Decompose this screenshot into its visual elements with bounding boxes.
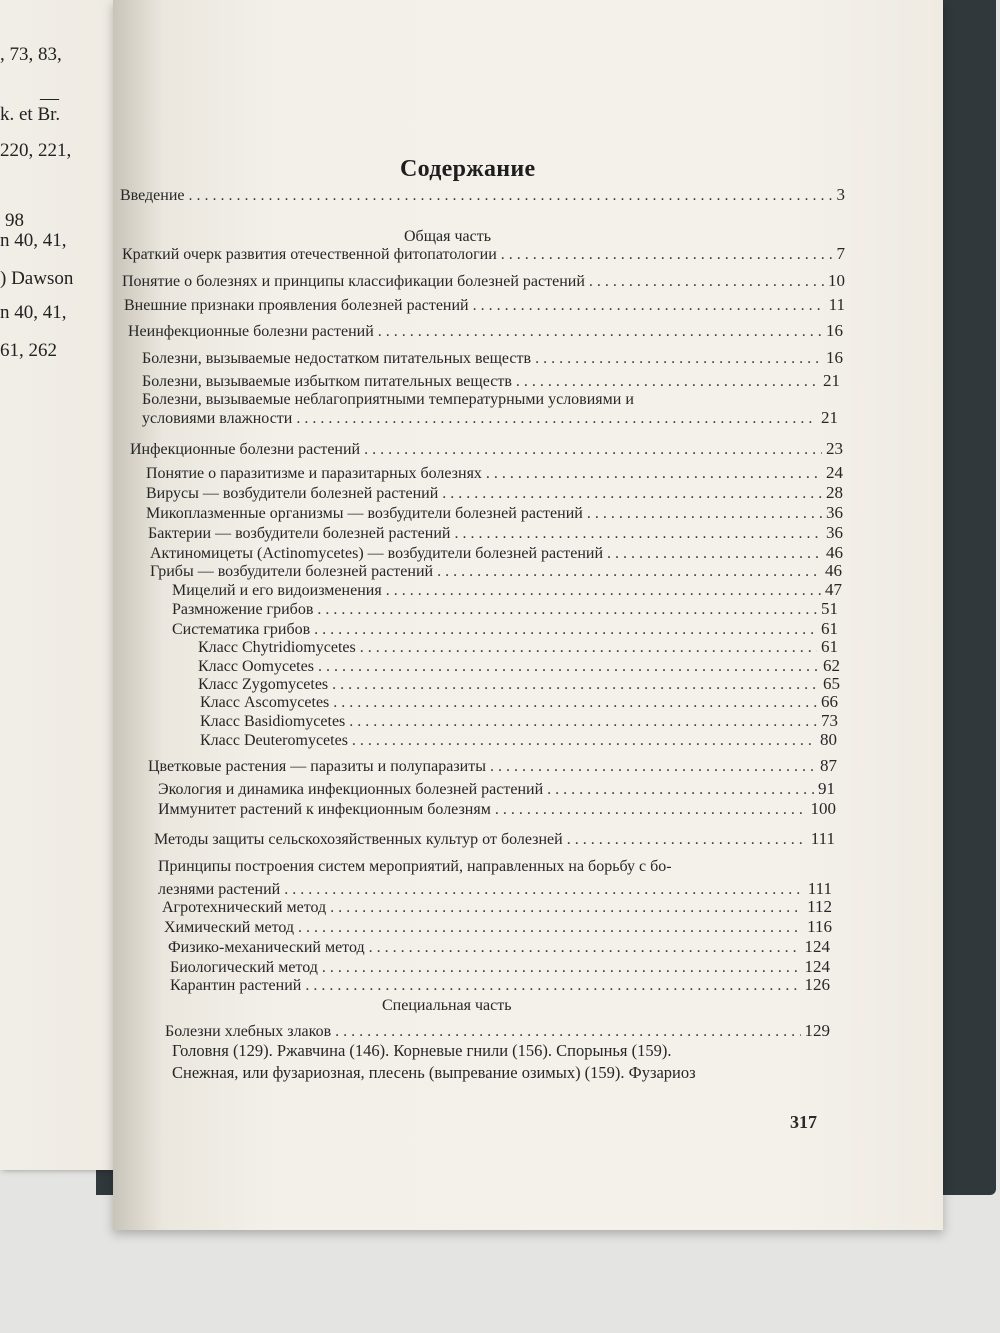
toc-entry-label: условиями влажности (142, 410, 293, 427)
toc-entry-label: Класс Chytridiomycetes (198, 639, 356, 656)
toc-entry (158, 780, 835, 799)
toc-entry-page: 61 (821, 619, 838, 638)
dot-leader (437, 563, 821, 581)
toc-entry (200, 731, 837, 750)
section-heading: Общая часть (404, 228, 492, 245)
toc-entry (158, 880, 832, 899)
dot-leader (364, 441, 822, 459)
toc-entry (150, 562, 842, 581)
toc-entry (198, 675, 840, 694)
dot-leader (318, 658, 819, 676)
toc-entry-label: Внешние признаки проявления болезней растений (124, 297, 469, 314)
dot-leader (495, 801, 807, 819)
dot-leader (442, 485, 822, 503)
toc-entry-page: 65 (823, 674, 840, 693)
toc-entry-page: 62 (823, 656, 840, 675)
toc-entry-page: 111 (810, 829, 835, 848)
toc-entry-page: 3 (836, 185, 845, 204)
dot-leader (587, 505, 822, 523)
toc-entry-page: 80 (820, 730, 837, 749)
dot-leader (314, 621, 817, 639)
toc-entry (122, 272, 845, 291)
toc-entry-page: 116 (807, 917, 832, 936)
toc-entry (146, 464, 843, 483)
left-page-fragment: 61, 262 (0, 340, 57, 361)
toc-entry-page: 51 (821, 599, 838, 618)
toc-entry-page: 24 (826, 463, 843, 482)
toc-entry (158, 858, 775, 876)
toc-entry (142, 391, 780, 409)
toc-entry-page: 11 (828, 295, 845, 314)
toc-entry (142, 349, 843, 368)
dot-leader (335, 1023, 800, 1041)
toc-entry-label: Мицелий и его видоизменения (172, 582, 382, 599)
left-page-fragment: 220, 221, (0, 140, 72, 161)
left-page-fragment: n 40, 41, (0, 302, 67, 323)
toc-entry-label: Краткий очерк развития отечественной фитопатологии (122, 246, 497, 263)
toc-entry-label: Класс Basidiomycetes (200, 713, 346, 730)
left-page-fragment: k. et Br. (0, 104, 61, 125)
toc-entry (124, 296, 845, 315)
toc-entry-label: Болезни, вызываемые недостатком питательных веществ (142, 350, 532, 367)
dot-leader (284, 881, 804, 899)
dot-leader (567, 831, 807, 849)
dot-leader (589, 273, 824, 291)
left-page-fragment: n 40, 41, (0, 230, 67, 251)
toc-entry-label: Класс Oomycetes (198, 658, 314, 675)
toc-entry-label: Инфекционные болезни растений (130, 441, 361, 458)
toc-entry-page: 100 (810, 799, 836, 818)
toc-entry-page: 7 (836, 244, 845, 263)
dot-leader (296, 410, 817, 428)
toc-entry-label: Класс Zygomycetes (198, 676, 329, 693)
toc-entry-page: 21 (823, 371, 840, 390)
toc-entry-page: 87 (820, 756, 837, 775)
toc-entry (172, 581, 842, 600)
toc-entry (158, 800, 836, 819)
left-page-fragment: 98 (5, 210, 24, 231)
toc-entry (154, 830, 835, 849)
toc-entry-label: Актиномицеты (Actinomycetes) — возбудители болезней растений (150, 545, 604, 562)
dot-leader (490, 758, 816, 776)
toc-entry-page: 21 (821, 408, 838, 427)
toc-entry-label: Грибы — возбудители болезней растений (150, 563, 434, 580)
toc-entry (200, 712, 838, 731)
toc-entry-label: Микоплазменные организмы — возбудители болезней растений (146, 505, 583, 522)
left-page-fragment: ) Dawson (0, 268, 74, 289)
toc-entry-label: Цветковые растения — паразиты и полупаразиты (148, 758, 486, 775)
toc-entry-page: 112 (807, 897, 832, 916)
dot-leader (473, 297, 825, 315)
toc-entry (162, 898, 832, 917)
toc-entry (170, 958, 830, 977)
toc-entry (142, 372, 840, 391)
dot-leader (501, 246, 833, 264)
dot-leader (305, 977, 800, 995)
toc-entry-label: Вирусы — возбудители болезней растений (146, 485, 439, 502)
toc-entry-page: 111 (807, 879, 832, 898)
toc-text-line: Головня (129). Ржавчина (146). Корневые гнили (156). Спорынья (159). (172, 1041, 672, 1060)
dot-leader (189, 187, 833, 205)
toc-entry (146, 484, 843, 503)
dot-leader (369, 939, 801, 957)
toc-entry (198, 657, 840, 676)
toc-entry-label: Размножение грибов (172, 601, 314, 618)
toc-entry (122, 245, 845, 264)
toc-entry-page: 28 (826, 483, 843, 502)
toc-entry-label: Понятие о паразитизме и паразитарных болезнях (146, 465, 482, 482)
toc-entry-label: Болезни, вызываемые избытком питательных веществ (142, 373, 512, 390)
toc-entry (130, 440, 843, 459)
toc-entry-label: Систематика грибов (172, 621, 311, 638)
toc-entry-label: Химический метод (164, 919, 295, 936)
toc-entry-label: Методы защиты сельскохозяйственных культур от болезней (154, 831, 563, 848)
page-number: 317 (790, 1112, 817, 1132)
left-page-fragment: — (40, 88, 59, 109)
toc-entry-label: Биологический метод (170, 959, 318, 976)
dot-leader (349, 713, 817, 731)
toc-entry-label: Понятие о болезнях и принципы классификации болезней растений (122, 273, 585, 290)
dot-leader (333, 694, 817, 712)
toc-entry (146, 504, 843, 523)
toc-entry-page: 36 (826, 503, 843, 522)
toc-entry (148, 757, 837, 776)
toc-entry-page: 46 (826, 543, 843, 562)
toc-entry (172, 620, 838, 639)
toc-entry-page: 10 (828, 271, 845, 290)
toc-entry-label: Введение (120, 187, 185, 204)
dot-leader (386, 582, 821, 600)
toc-entry-page: 23 (826, 439, 843, 458)
toc-entry-page: 124 (804, 957, 830, 976)
toc-entry-page: 124 (804, 937, 830, 956)
toc-entry-label: Неинфекционные болезни растений (128, 323, 374, 340)
dot-leader (360, 639, 817, 657)
toc-entry (172, 600, 838, 619)
toc-entry (168, 938, 830, 957)
toc-entry (170, 976, 830, 995)
toc-text-line: Снежная, или фузариозная, плесень (выпревание озимых) (159). Фузариоз (172, 1063, 696, 1082)
toc-entry-page: 126 (804, 975, 830, 994)
toc-entry-label: Принципы построения систем мероприятий, направленных на борьбу с бо- (158, 858, 672, 875)
toc-entry (198, 638, 838, 657)
dot-leader (322, 959, 801, 977)
dot-leader (378, 323, 822, 341)
toc-entry-label: Иммунитет растений к инфекционным болезням (158, 801, 491, 818)
toc-entry-label: Болезни, вызываемые неблагоприятными температурными условиями и (142, 391, 634, 408)
left-page-fragment: , 73, 83, (0, 44, 62, 65)
toc-entry-page: 16 (826, 321, 843, 340)
page-title: Содержание (400, 156, 536, 183)
dot-leader (454, 525, 822, 543)
dot-leader (535, 350, 822, 368)
dot-leader (547, 781, 814, 799)
toc-entry (200, 693, 838, 712)
toc-entry-label: Физико-механический метод (168, 939, 365, 956)
toc-entry (165, 1022, 830, 1041)
toc-entry-page: 91 (818, 779, 835, 798)
toc-entry-page: 46 (825, 561, 842, 580)
section-heading: Специальная часть (382, 997, 512, 1014)
toc-entry (150, 544, 843, 563)
toc-entry-page: 129 (804, 1021, 830, 1040)
toc-entry (142, 409, 838, 428)
dot-leader (352, 732, 816, 750)
toc-entry-label: лезнями растений (158, 881, 281, 898)
toc-entry (164, 918, 832, 937)
toc-entry-page: 36 (826, 523, 843, 542)
toc-entry-page: 47 (825, 580, 842, 599)
dot-leader (516, 373, 819, 391)
toc-entry-label: Класс Deuteromycetes (200, 732, 348, 749)
toc-entry (128, 322, 843, 341)
toc-entry-page: 61 (821, 637, 838, 656)
toc-entry-label: Бактерии — возбудители болезней растений (148, 525, 451, 542)
toc-entry-label: Агротехнический метод (162, 899, 327, 916)
dot-leader (330, 899, 803, 917)
toc-entry-label: Класс Ascomycetes (200, 694, 330, 711)
dot-leader (317, 601, 817, 619)
toc-entry-label: Экология и динамика инфекционных болезней растений (158, 781, 544, 798)
toc-entry-label: Карантин растений (170, 977, 302, 994)
dot-leader (607, 545, 822, 563)
toc-entry (148, 524, 843, 543)
dot-leader (332, 676, 819, 694)
dot-leader (486, 465, 822, 483)
toc-entry-page: 66 (821, 692, 838, 711)
toc-entry-page: 16 (826, 348, 843, 367)
toc-entry (120, 186, 845, 205)
toc-entry-label: Болезни хлебных злаков (165, 1023, 332, 1040)
toc-entry-page: 73 (821, 711, 838, 730)
dot-leader (298, 919, 803, 937)
